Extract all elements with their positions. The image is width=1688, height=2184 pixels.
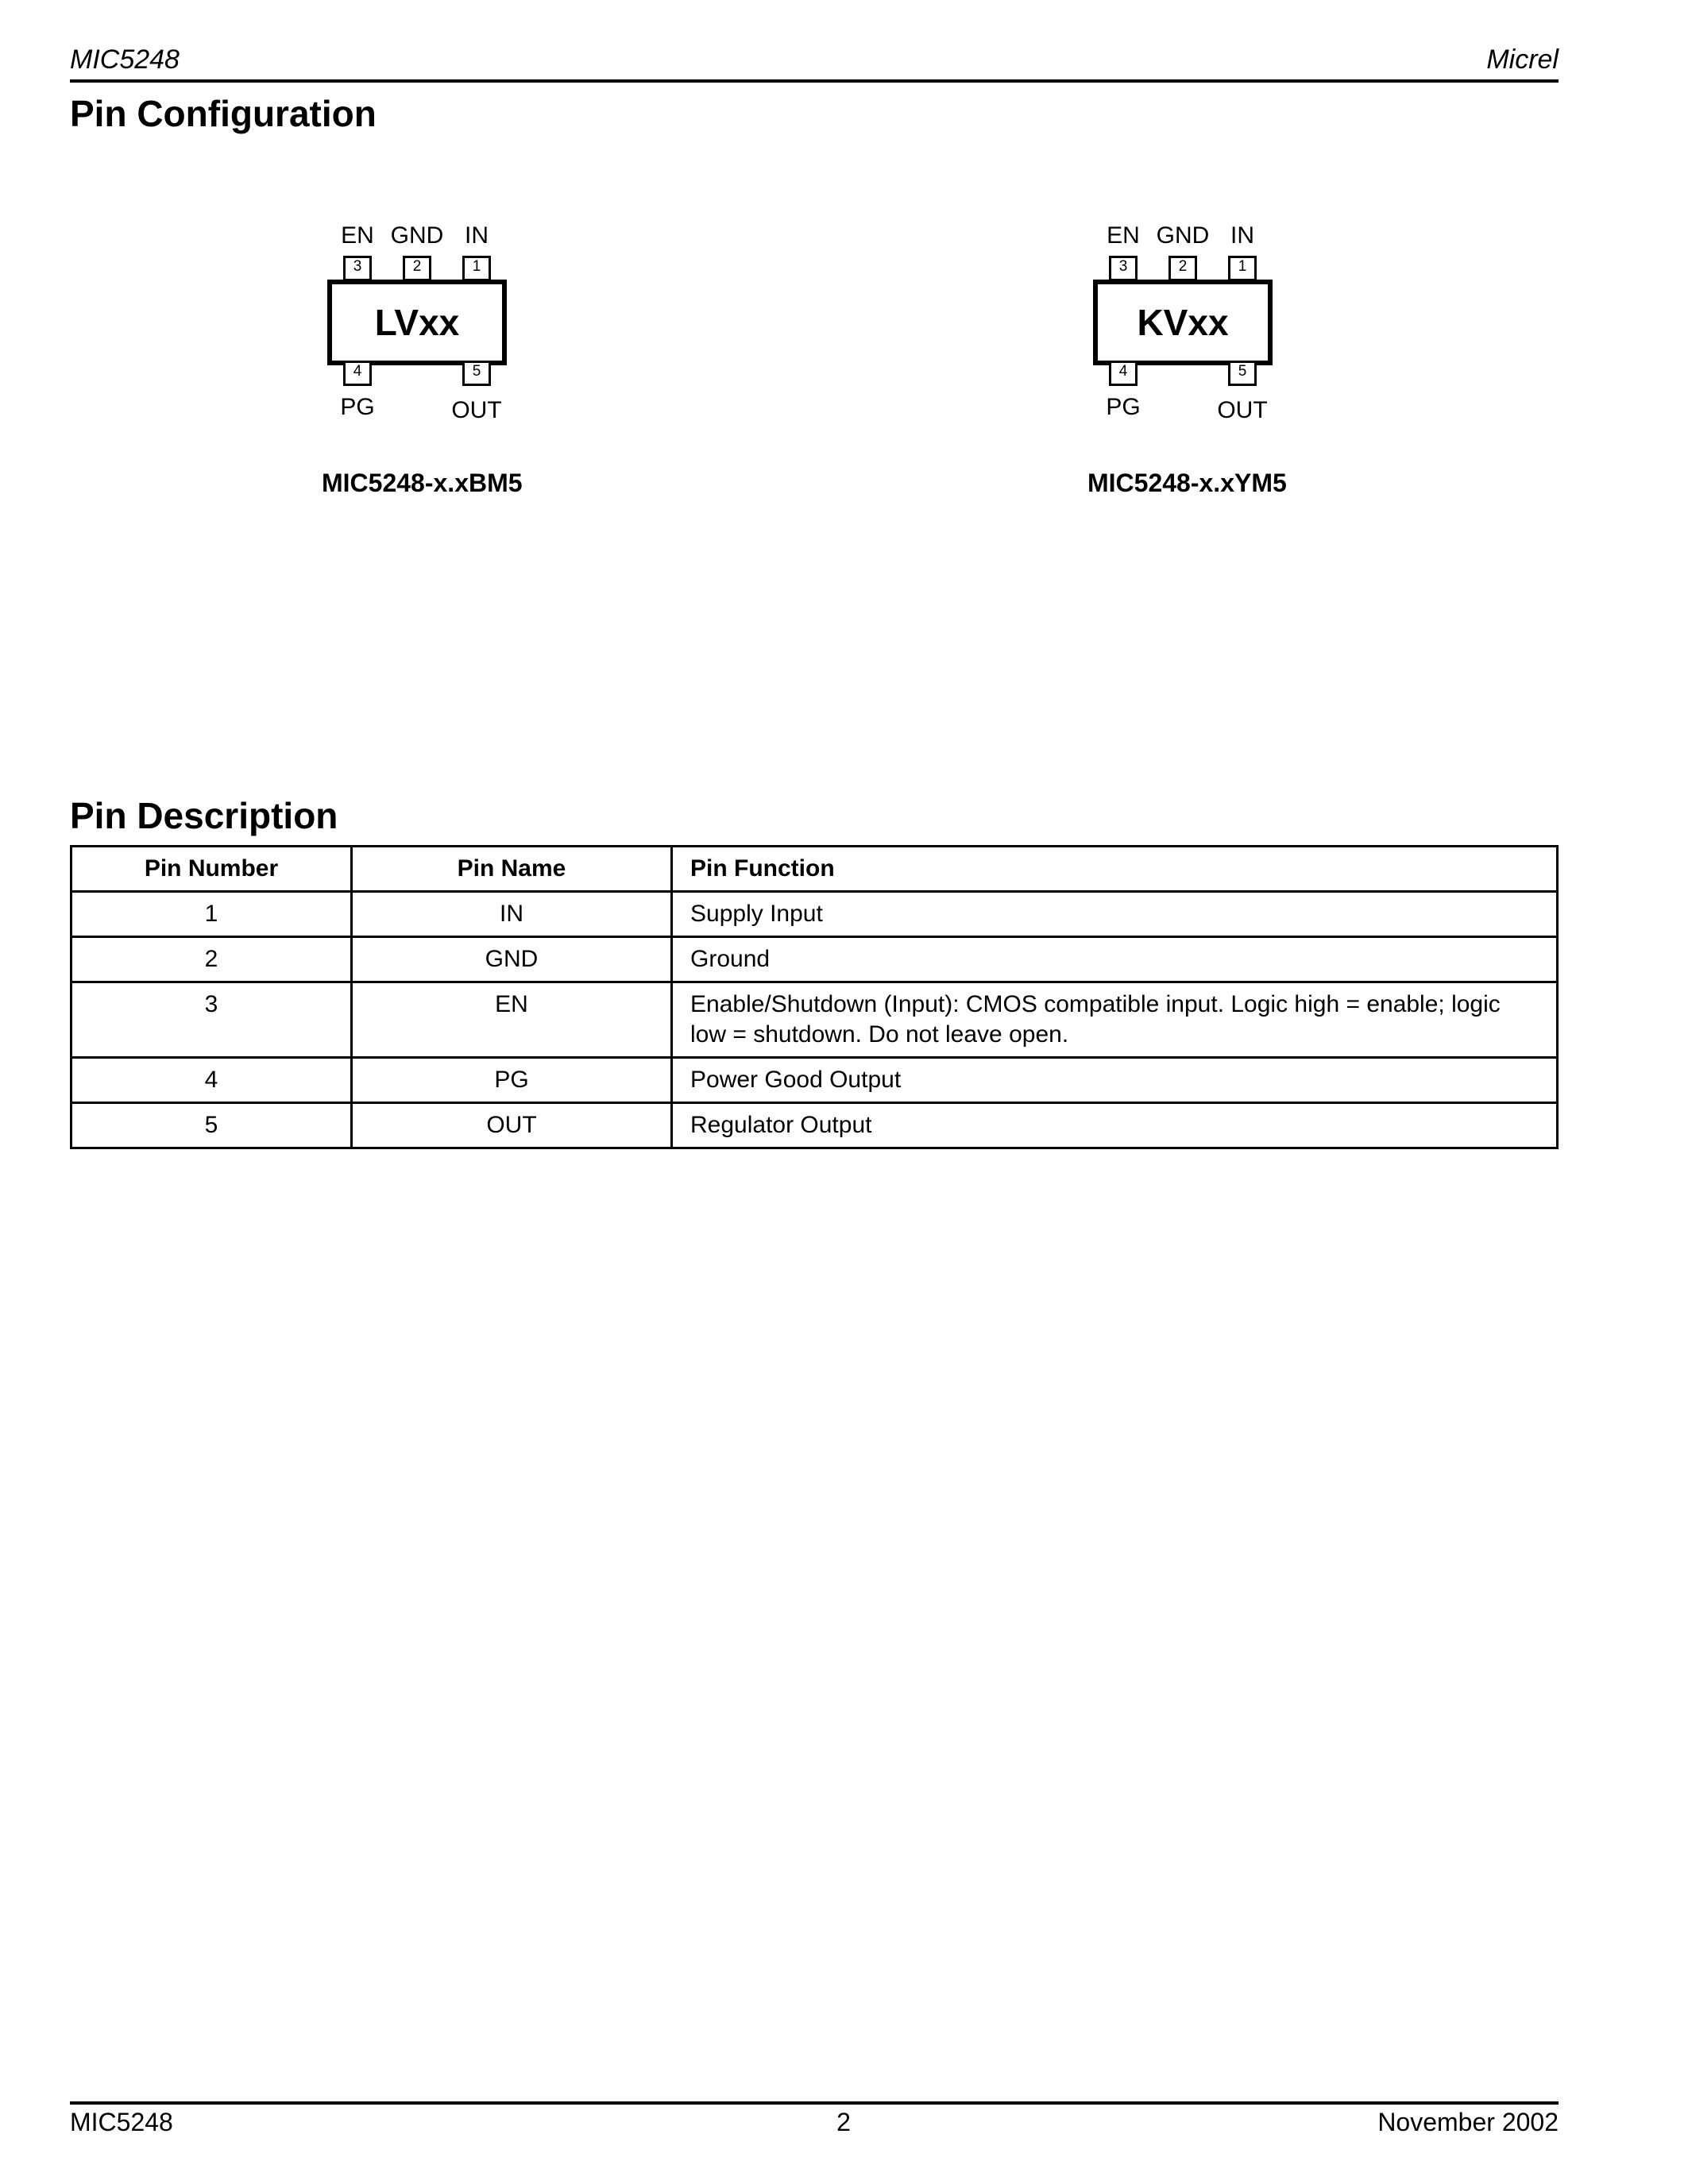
pin-function-cell: Supply Input bbox=[672, 892, 1558, 937]
pin-name-cell: OUT bbox=[352, 1103, 672, 1148]
pin-number-cell: 4 bbox=[71, 1058, 352, 1103]
pin-number-cell: 3 bbox=[71, 982, 352, 1058]
pin-function-cell: Enable/Shutdown (Input): CMOS compatible input. Logic high = enable; logic low = shutdown. Do not leave open. bbox=[672, 982, 1558, 1058]
pin-number-1: 1 bbox=[462, 256, 491, 281]
pin-name-cell: GND bbox=[352, 937, 672, 982]
table-row bbox=[71, 1103, 1558, 1148]
pin-label-gnd: GND bbox=[1156, 222, 1210, 249]
table-row bbox=[71, 1058, 1558, 1103]
pin-number-5: 5 bbox=[1228, 361, 1257, 386]
pin-number-2: 2 bbox=[403, 256, 431, 281]
pin-label-out: OUT bbox=[1217, 397, 1268, 423]
pin-number-3: 3 bbox=[1109, 256, 1138, 281]
footer-rule bbox=[70, 2101, 1559, 2105]
pin-configuration-title: Pin Configuration bbox=[70, 93, 377, 134]
pin-label-out: OUT bbox=[451, 397, 502, 423]
pin-number-3: 3 bbox=[343, 256, 372, 281]
table-row bbox=[71, 937, 1558, 982]
footer-date: November 2002 bbox=[1377, 2108, 1559, 2136]
column-header-pin-name: Pin Name bbox=[352, 847, 672, 892]
pin-label-en: EN bbox=[1107, 222, 1140, 249]
header-part-number: MIC5248 bbox=[70, 44, 180, 75]
column-header-pin-function: Pin Function bbox=[672, 847, 1558, 892]
pin-label-pg: PG bbox=[1106, 394, 1141, 420]
pin-label-in: IN bbox=[1230, 222, 1254, 249]
table-row bbox=[71, 892, 1558, 937]
pin-number-1: 1 bbox=[1228, 256, 1257, 281]
header-company: Micrel bbox=[1486, 44, 1559, 75]
package-diagram-bm5 bbox=[318, 214, 604, 516]
pin-function-cell: Power Good Output bbox=[672, 1058, 1558, 1103]
footer-part-number: MIC5248 bbox=[70, 2108, 173, 2136]
pin-name-cell: PG bbox=[352, 1058, 672, 1103]
pin-number-cell: 1 bbox=[71, 892, 352, 937]
pin-number-5: 5 bbox=[462, 361, 491, 386]
pin-number-4: 4 bbox=[343, 361, 372, 386]
pin-label-in: IN bbox=[465, 222, 489, 249]
pin-name-cell: EN bbox=[352, 982, 672, 1058]
package-diagram-ym5 bbox=[1083, 214, 1369, 516]
package-body: LVxx bbox=[327, 280, 507, 365]
package-body: KVxx bbox=[1093, 280, 1273, 365]
table-row bbox=[71, 982, 1558, 1058]
pin-description-title: Pin Description bbox=[70, 795, 338, 836]
pin-number-2: 2 bbox=[1168, 256, 1197, 281]
column-header-pin-number: Pin Number bbox=[71, 847, 352, 892]
pin-name-cell: IN bbox=[352, 892, 672, 937]
pin-label-gnd: GND bbox=[390, 222, 444, 249]
footer-page-number: 2 bbox=[836, 2108, 851, 2136]
table-header-row bbox=[71, 847, 1558, 892]
pin-label-pg: PG bbox=[340, 394, 375, 420]
package-caption: MIC5248-x.xBM5 bbox=[322, 469, 523, 497]
pin-function-cell: Regulator Output bbox=[672, 1103, 1558, 1148]
pin-number-cell: 5 bbox=[71, 1103, 352, 1148]
header-rule bbox=[70, 79, 1559, 83]
pin-number-4: 4 bbox=[1109, 361, 1138, 386]
pin-function-cell: Ground bbox=[672, 937, 1558, 982]
pin-description-table bbox=[70, 845, 1559, 1149]
pin-label-en: EN bbox=[341, 222, 374, 249]
package-caption: MIC5248-x.xYM5 bbox=[1087, 469, 1287, 497]
pin-number-cell: 2 bbox=[71, 937, 352, 982]
